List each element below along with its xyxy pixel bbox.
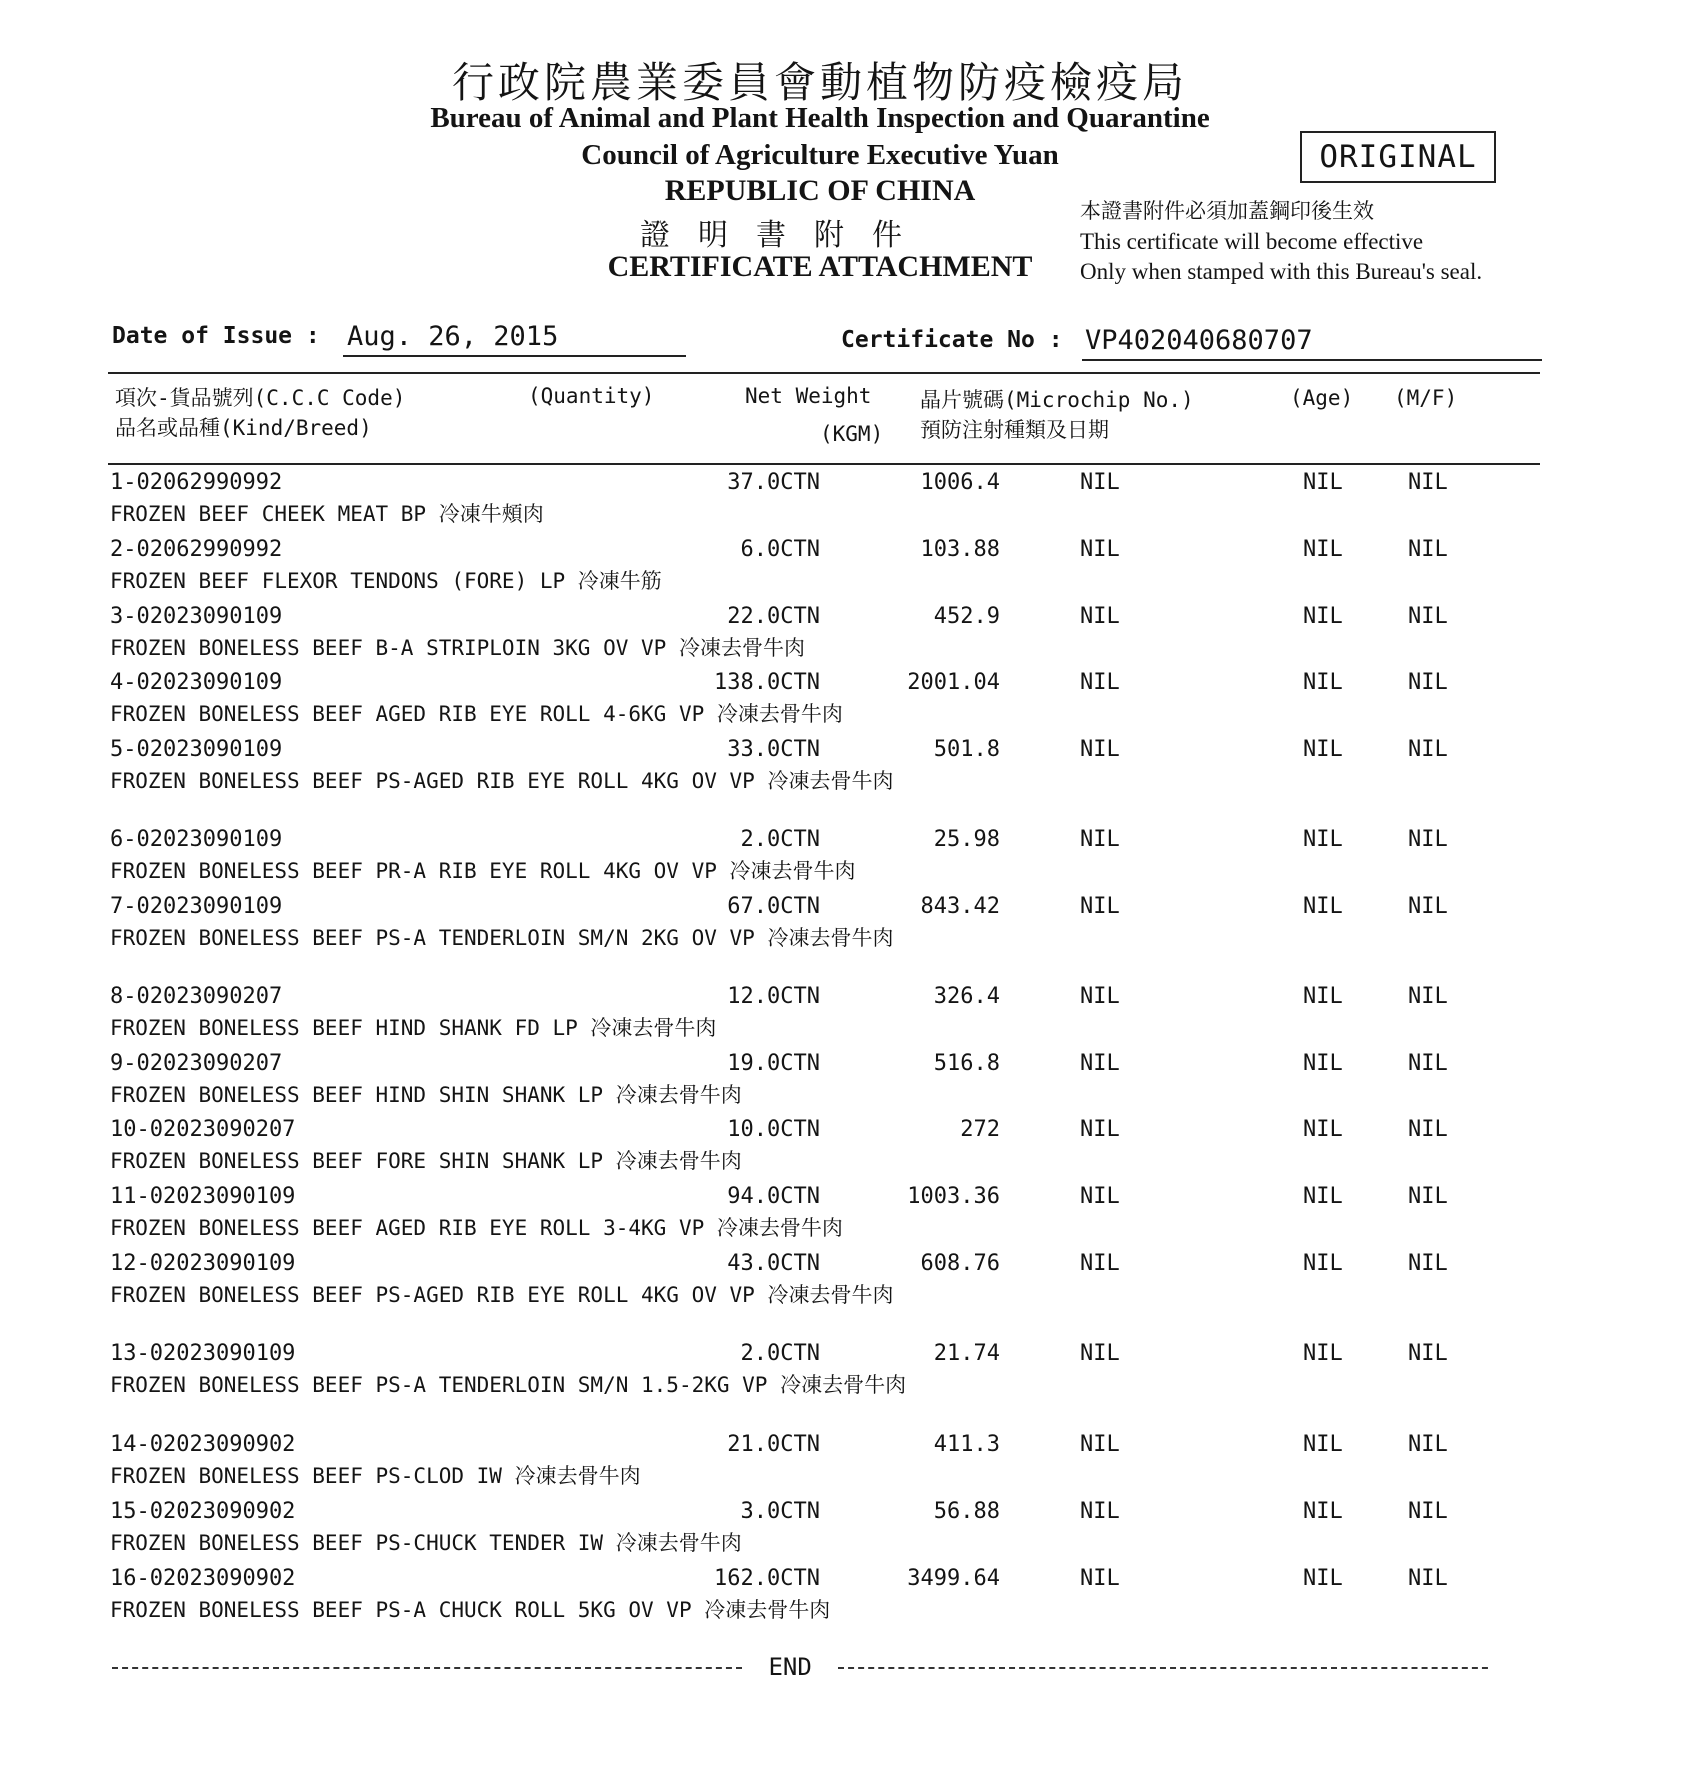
item-net-weight: 103.88 [920,537,1000,562]
end-marker [112,1653,1492,1681]
item-microchip: NIL [1080,1432,1120,1457]
table-row [110,894,1540,984]
column-header-age: (Age) [1290,386,1354,410]
item-age: NIL [1303,1432,1343,1457]
date-of-issue-label: Date of Issue : [112,323,320,349]
item-code: 2-02062990992 [110,537,283,562]
column-header-mf: (M/F) [1394,386,1458,410]
item-mf: NIL [1408,827,1448,852]
item-quantity: 2.0CTN [740,1341,820,1366]
item-microchip: NIL [1080,670,1120,695]
table-row [110,984,1540,1048]
item-age: NIL [1303,537,1343,562]
seal-note-line1: This certificate will become effective [1080,229,1424,254]
title-bureau: Bureau of Animal and Plant Health Inspection and Quarantine [430,102,1210,134]
item-mf: NIL [1408,1184,1448,1209]
item-microchip: NIL [1080,604,1120,629]
item-description: FROZEN BONELESS BEEF B-A STRIPLOIN 3KG OV VP 冷凍去骨牛肉 [110,636,805,660]
item-net-weight: 452.9 [933,604,1000,629]
end-dashes-right [838,1667,1492,1669]
item-age: NIL [1303,827,1343,852]
header-rule-bottom [108,463,1540,465]
item-net-weight: 843.42 [920,894,1000,919]
table-row [110,1566,1540,1630]
item-microchip: NIL [1080,1499,1120,1524]
item-code: 13-02023090109 [110,1341,296,1366]
certificate-no-value: VP402040680707 [1085,325,1313,356]
item-net-weight: 25.98 [933,827,1000,852]
item-net-weight: 411.3 [933,1432,1000,1457]
item-age: NIL [1303,670,1343,695]
item-mf: NIL [1408,1251,1448,1276]
item-microchip: NIL [1080,1251,1120,1276]
item-code: 10-02023090207 [110,1117,296,1142]
column-header-microchip: 晶片號碼(Microchip No.) [920,388,1194,412]
column-header-unit: (KGM) [820,422,884,446]
item-microchip: NIL [1080,984,1120,1009]
item-age: NIL [1303,604,1343,629]
item-net-weight: 501.8 [933,737,1000,762]
item-microchip: NIL [1080,1184,1120,1209]
title-chinese: 行政院農業委員會動植物防疫檢疫局 [451,58,1188,107]
table-row [110,1341,1540,1431]
column-header-quantity: (Quantity) [528,384,655,408]
item-net-weight: 56.88 [933,1499,1000,1524]
table-row [110,1051,1540,1115]
title-republic: REPUBLIC OF CHINA [664,174,976,207]
item-microchip: NIL [1080,1566,1120,1591]
item-description: FROZEN BONELESS BEEF AGED RIB EYE ROLL 4-6KG VP 冷凍去骨牛肉 [110,702,843,726]
item-description: FROZEN BONELESS BEEF HIND SHANK FD LP 冷凍去骨牛肉 [110,1016,717,1040]
item-description: FROZEN BEEF CHEEK MEAT BP 冷凍牛頰肉 [110,502,544,526]
item-description: FROZEN BONELESS BEEF PS-CHUCK TENDER IW 冷凍去骨牛肉 [110,1531,742,1555]
item-microchip: NIL [1080,827,1120,852]
item-quantity: 3.0CTN [740,1499,820,1524]
item-mf: NIL [1408,1051,1448,1076]
item-age: NIL [1303,1251,1343,1276]
item-net-weight: 1006.4 [920,470,1000,495]
end-label: END [768,1653,812,1681]
table-row [110,1499,1540,1563]
item-microchip: NIL [1080,1341,1120,1366]
item-mf: NIL [1408,737,1448,762]
item-code: 16-02023090902 [110,1566,296,1591]
item-age: NIL [1303,1341,1343,1366]
item-quantity: 22.0CTN [727,604,820,629]
item-quantity: 37.0CTN [727,470,820,495]
item-description: FROZEN BONELESS BEEF PS-A TENDERLOIN SM/N 2KG OV VP 冷凍去骨牛肉 [110,926,894,950]
date-underline [343,355,686,357]
item-net-weight: 326.4 [933,984,1000,1009]
item-mf: NIL [1408,604,1448,629]
table-row [110,470,1540,534]
item-quantity: 21.0CTN [727,1432,820,1457]
table-row [110,1251,1540,1341]
item-net-weight: 3499.64 [907,1566,1000,1591]
item-code: 7-02023090109 [110,894,283,919]
item-mf: NIL [1408,984,1448,1009]
item-code: 14-02023090902 [110,1432,296,1457]
item-description: FROZEN BONELESS BEEF PS-CLOD IW 冷凍去骨牛肉 [110,1464,641,1488]
item-description: FROZEN BONELESS BEEF AGED RIB EYE ROLL 3-4KG VP 冷凍去骨牛肉 [110,1216,843,1240]
item-code: 12-02023090109 [110,1251,296,1276]
item-description: FROZEN BONELESS BEEF HIND SHIN SHANK LP 冷凍去骨牛肉 [110,1083,742,1107]
table-row [110,604,1540,668]
item-net-weight: 21.74 [933,1341,1000,1366]
item-microchip: NIL [1080,1051,1120,1076]
item-mf: NIL [1408,894,1448,919]
item-description: FROZEN BONELESS BEEF PS-A CHUCK ROLL 5KG OV VP 冷凍去骨牛肉 [110,1598,831,1622]
item-description: FROZEN BEEF FLEXOR TENDONS (FORE) LP 冷凍牛筋 [110,569,662,593]
item-mf: NIL [1408,1566,1448,1591]
table-row [110,537,1540,601]
item-quantity: 43.0CTN [727,1251,820,1276]
item-code: 9-02023090207 [110,1051,283,1076]
item-mf: NIL [1408,1499,1448,1524]
item-quantity: 67.0CTN [727,894,820,919]
item-mf: NIL [1408,537,1448,562]
end-dashes-left [112,1667,742,1669]
header-rule-top [108,372,1540,374]
item-microchip: NIL [1080,894,1120,919]
item-code: 8-02023090207 [110,984,283,1009]
item-code: 1-02062990992 [110,470,283,495]
title-certificate-attachment: CERTIFICATE ATTACHMENT [607,250,1033,283]
item-quantity: 19.0CTN [727,1051,820,1076]
item-age: NIL [1303,984,1343,1009]
item-microchip: NIL [1080,737,1120,762]
item-age: NIL [1303,1499,1343,1524]
item-microchip: NIL [1080,1117,1120,1142]
item-mf: NIL [1408,1341,1448,1366]
title-council: Council of Agriculture Executive Yuan [581,139,1059,171]
item-code: 5-02023090109 [110,737,283,762]
item-age: NIL [1303,1051,1343,1076]
seal-note-chinese: 本證書附件必須加蓋鋼印後生效 [1080,199,1374,223]
original-stamp-box: ORIGINAL [1300,131,1496,183]
item-net-weight: 516.8 [933,1051,1000,1076]
item-quantity: 12.0CTN [727,984,820,1009]
table-row [110,1184,1540,1248]
item-code: 4-02023090109 [110,670,283,695]
table-row [110,670,1540,734]
item-code: 6-02023090109 [110,827,283,852]
item-quantity: 10.0CTN [727,1117,820,1142]
certificate-no-underline [1082,359,1542,361]
title-attachment-chinese: 證明書附件 [640,218,930,253]
table-row [110,827,1540,891]
item-net-weight: 272 [960,1117,1000,1142]
item-code: 11-02023090109 [110,1184,296,1209]
item-quantity: 33.0CTN [727,737,820,762]
item-age: NIL [1303,1117,1343,1142]
date-of-issue-value: Aug. 26, 2015 [347,321,559,352]
seal-note-line2: Only when stamped with this Bureau's seal. [1080,259,1483,284]
table-row [110,1432,1540,1496]
item-mf: NIL [1408,670,1448,695]
item-quantity: 2.0CTN [740,827,820,852]
item-age: NIL [1303,470,1343,495]
item-description: FROZEN BONELESS BEEF PS-A TENDERLOIN SM/N 1.5-2KG VP 冷凍去骨牛肉 [110,1373,907,1397]
item-quantity: 94.0CTN [727,1184,820,1209]
item-mf: NIL [1408,1432,1448,1457]
item-quantity: 162.0CTN [714,1566,820,1591]
column-header-net-weight: Net Weight [745,384,872,408]
column-header-code: 項次-貨品號列(C.C.C Code) [115,386,406,410]
item-net-weight: 2001.04 [907,670,1000,695]
certificate-no-label: Certificate No : [841,327,1063,353]
item-quantity: 6.0CTN [740,537,820,562]
item-net-weight: 608.76 [920,1251,1000,1276]
item-description: FROZEN BONELESS BEEF PS-AGED RIB EYE ROLL 4KG OV VP 冷凍去骨牛肉 [110,769,894,793]
item-description: FROZEN BONELESS BEEF FORE SHIN SHANK LP 冷凍去骨牛肉 [110,1149,742,1173]
item-age: NIL [1303,737,1343,762]
item-age: NIL [1303,894,1343,919]
item-code: 15-02023090902 [110,1499,296,1524]
table-row [110,1117,1540,1181]
item-code: 3-02023090109 [110,604,283,629]
item-microchip: NIL [1080,537,1120,562]
column-header-vaccination: 預防注射種類及日期 [920,418,1109,442]
item-microchip: NIL [1080,470,1120,495]
item-age: NIL [1303,1184,1343,1209]
item-quantity: 138.0CTN [714,670,820,695]
column-header-kind: 品名或品種(Kind/Breed) [115,416,372,440]
item-description: FROZEN BONELESS BEEF PR-A RIB EYE ROLL 4KG OV VP 冷凍去骨牛肉 [110,859,856,883]
item-mf: NIL [1408,1117,1448,1142]
item-description: FROZEN BONELESS BEEF PS-AGED RIB EYE ROLL 4KG OV VP 冷凍去骨牛肉 [110,1283,894,1307]
item-mf: NIL [1408,470,1448,495]
item-net-weight: 1003.36 [907,1184,1000,1209]
table-row [110,737,1540,827]
item-age: NIL [1303,1566,1343,1591]
